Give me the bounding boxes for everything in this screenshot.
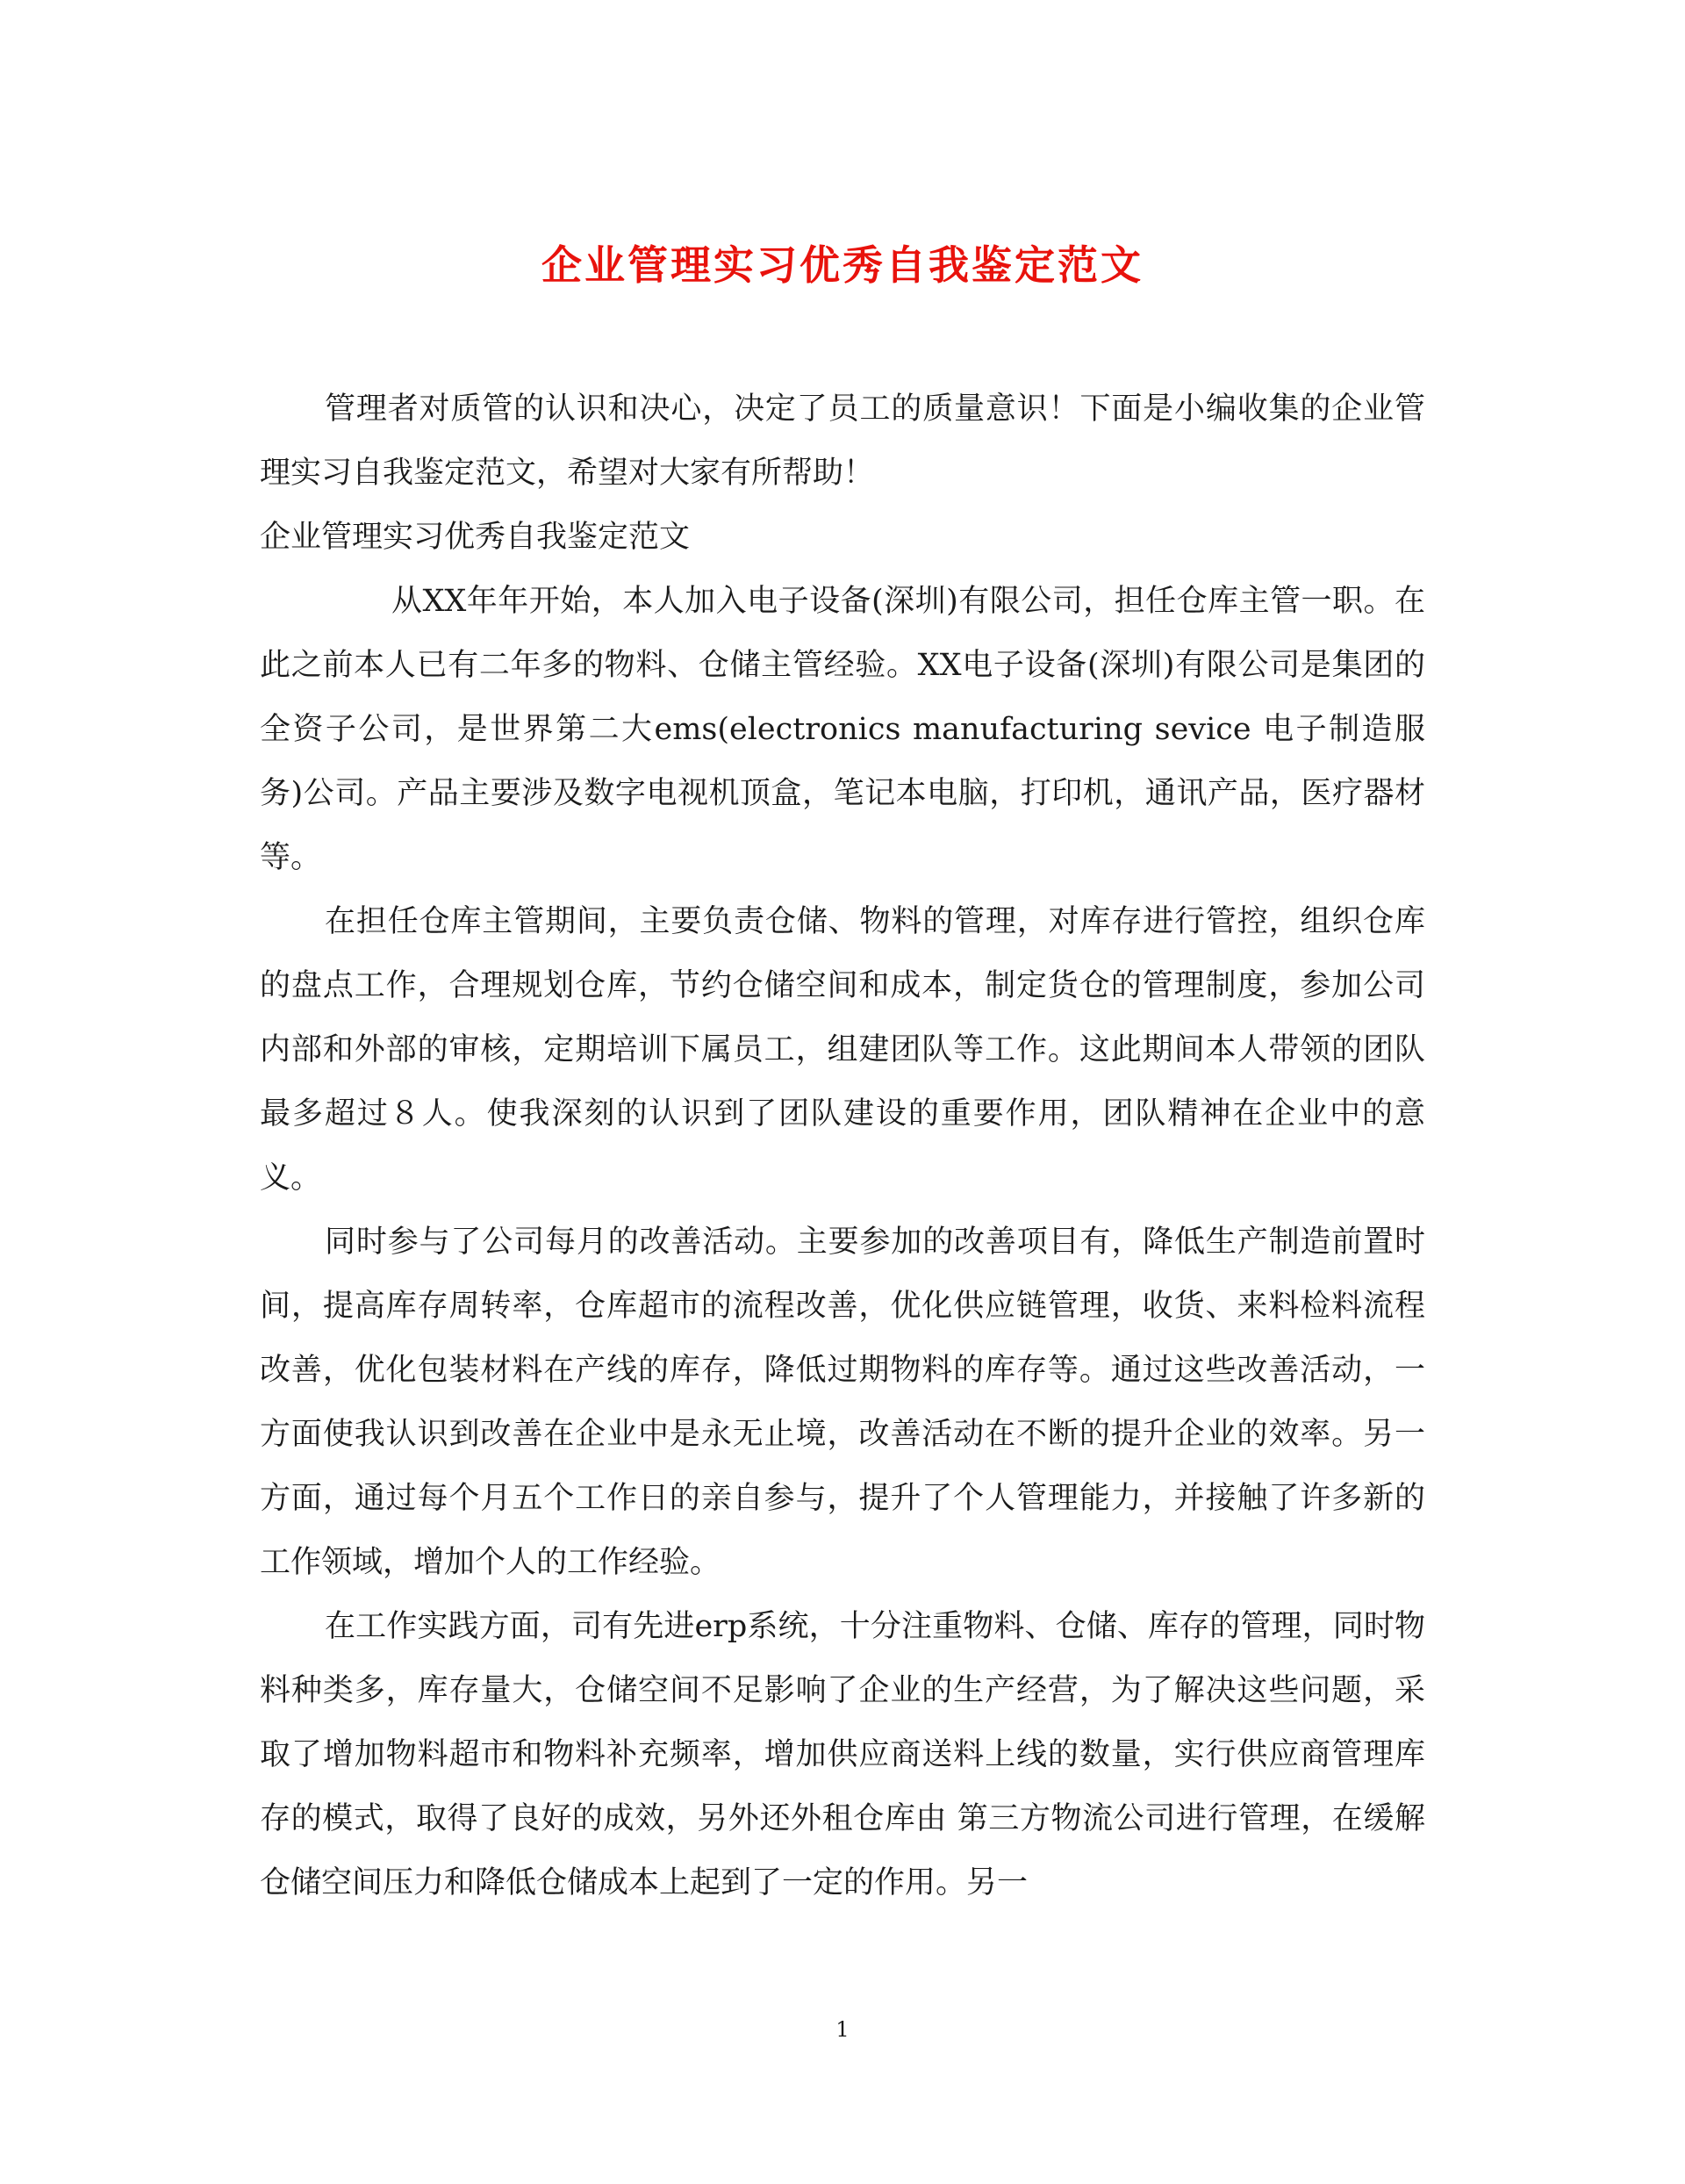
page-number: 1 xyxy=(835,2017,850,2042)
document-body xyxy=(260,377,1425,1915)
body-paragraph: 在担任仓库主管期间，主要负责仓储、物料的管理，对库存进行管控，组织仓库的盘点工作，合理规划仓库，节约仓储空间和成本，制定货仓的管理制度，参加公司内部和外部的审核，定期培训下属员工，组建团队等工作。这此期间本人带领的团队最多超过８人。使我深刻的认识到了团队建设的重要作用，团队精神在企业中的意义。 xyxy=(260,904,1425,1196)
body-paragraph: 从XX年年开始，本人加入电子设备(深圳)有限公司，担任仓库主管一职。在此之前本人已有二年多的物料、仓储主管经验。XX电子设备(深圳)有限公司是集团的全资子公司，是世界第二大ems(electronics manufacturing sevice 电子制造服务)公司。产品主要涉及数字电视机顶盒，笔记本电脑，打印机，通讯产品，医疗器材等。 xyxy=(260,584,1425,875)
section-heading: 企业管理实习优秀自我鉴定范文 xyxy=(260,520,691,555)
body-paragraph: 同时参与了公司每月的改善活动。主要参加的改善项目有，降低生产制造前置时间，提高库存周转率，仓库超市的流程改善，优化供应链管理，收货、来料检料流程改善，优化包装材料在产线的库存，降低过期物料的库存等。通过这些改善活动，一方面使我认识到改善在企业中是永无止境，改善活动在不断的提升企业的效率。另一方面，通过每个月五个工作日的亲自参与，提升了个人管理能力，并接触了许多新的工作领域，增加个人的工作经验。 xyxy=(260,1225,1425,1580)
intro-paragraph: 管理者对质管的认识和决心，决定了员工的质量意识！下面是小编收集的企业管理实习自我鉴定范文，希望对大家有所帮助！ xyxy=(260,392,1425,491)
document-title: 企业管理实习优秀自我鉴定范文 xyxy=(541,241,1144,289)
body-paragraph: 在工作实践方面，司有先进erp系统，十分注重物料、仓储、库存的管理，同时物料种类多，库存量大，仓储空间不足影响了企业的生产经营，为了解决这些问题，采取了增加物料超市和物料补充频率，增加供应商送料上线的数量，实行供应商管理库存的模式，取得了良好的成效，另外还外租仓库由 第三方物流公司进行管理，在缓解仓储空间压力和降低仓储成本上起到了一定的作用。另一 xyxy=(260,1609,1425,1900)
